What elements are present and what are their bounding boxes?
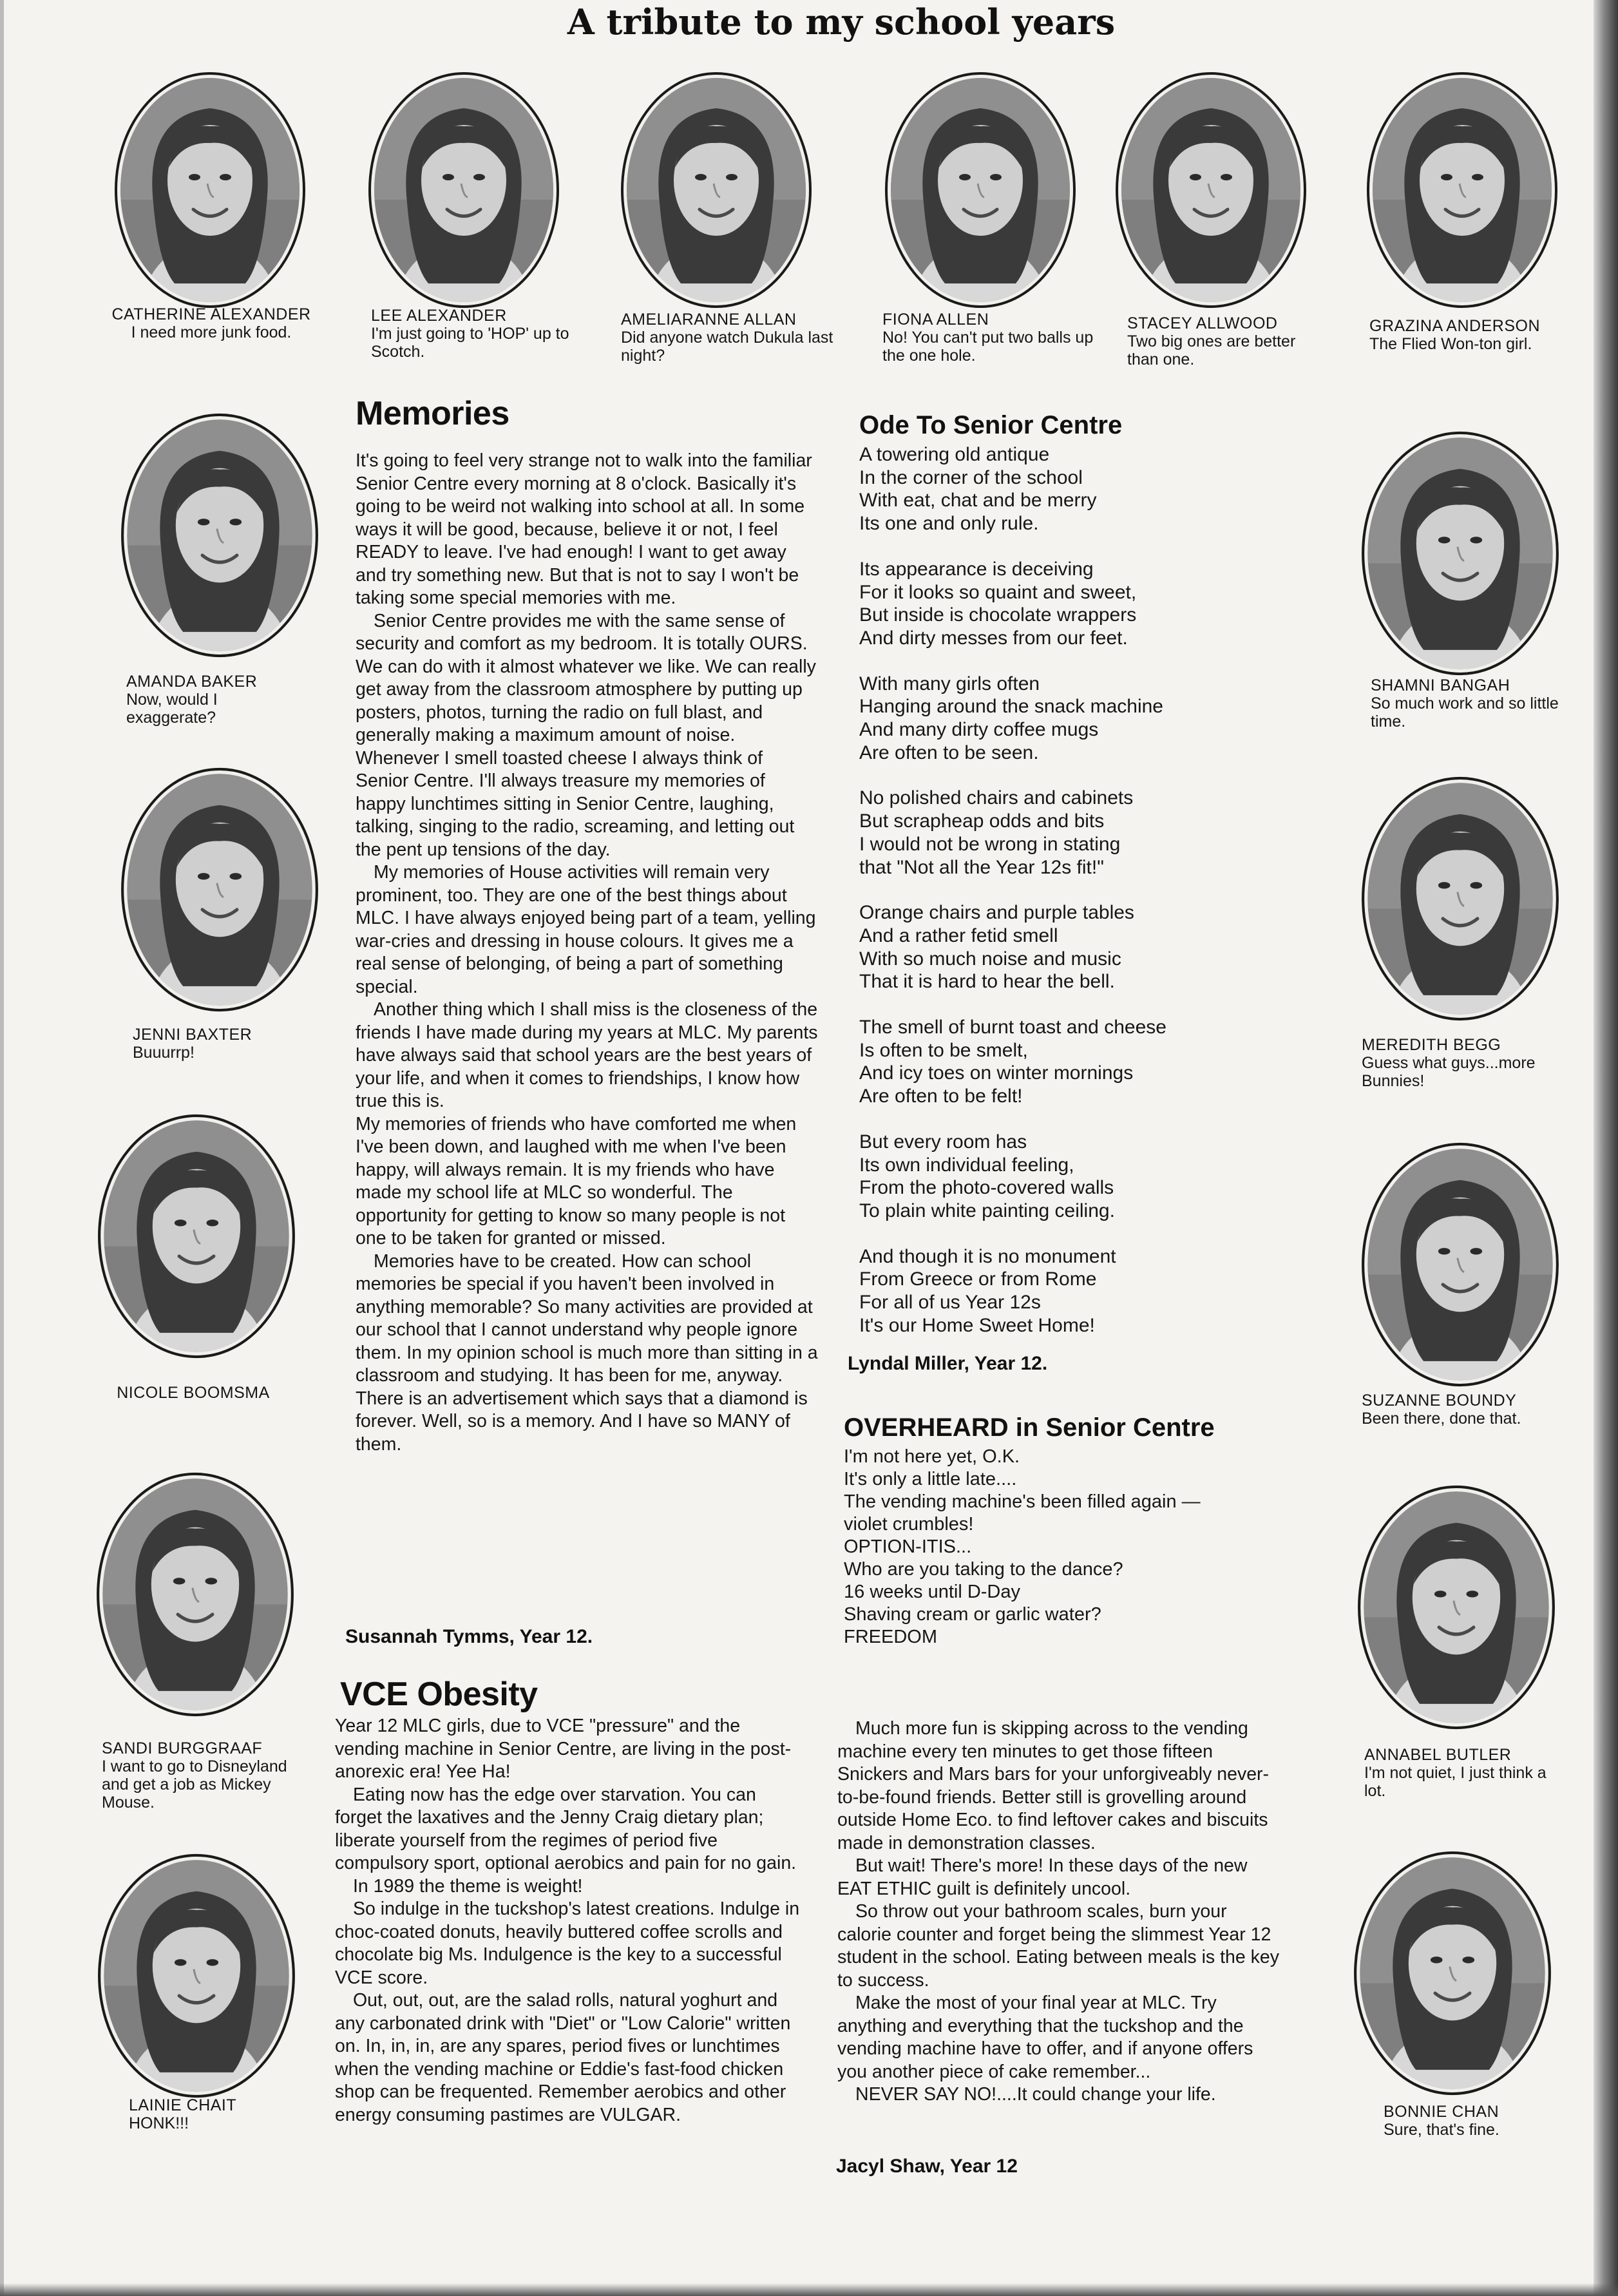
- poem-line: that "Not all the Year 12s fit!": [859, 856, 1104, 878]
- portrait-shamni-bangah: [1360, 428, 1560, 679]
- page-bottom-shadow: [0, 2283, 1618, 2296]
- overheard-line: FREEDOM: [844, 1627, 937, 1647]
- memories-paragraph: My memories of friends who have comforted me when I've been down, and laughed with me when I've been happy, will always remain. It is my friends who have made my school life at MLC so wonderful. The opportunity for getting to know so many people is not one to be taken for granted or missed.: [356, 1113, 797, 1248]
- student-name: LEE ALEXANDER: [371, 307, 507, 325]
- overheard-line: 16 weeks until D-Day: [844, 1582, 1020, 1602]
- poem-line: Orange chairs and purple tables: [859, 902, 1134, 924]
- ode-stanza: [859, 901, 1323, 993]
- poem-line: Hanging around the snack machine: [859, 696, 1163, 718]
- poem-line: And a rather fetid smell: [859, 924, 1058, 946]
- portrait-catherine-alexander: [113, 71, 307, 309]
- poem-line: And many dirty coffee mugs: [859, 719, 1099, 741]
- portrait-sandi-burggraaf: [95, 1469, 295, 1720]
- poem-line: And icy toes on winter mornings: [859, 1062, 1134, 1084]
- memories-paragraph: It's going to feel very strange not to walk into the familiar Senior Centre every morning at 8 o'clock. Basically it's going to be weird not walking into school at all. In some ways it will be good, because, believe it or not, I feel READY to leave. I've had enough! I want to get away and try something new. But that is not to say I won't be taking some special memories with me.: [356, 450, 812, 608]
- obesity-heading: VCE Obesity: [340, 1676, 538, 1713]
- poem-line: No polished chairs and cabinets: [859, 787, 1134, 809]
- poem-line: But scrapheap odds and bits: [859, 810, 1105, 832]
- obesity-paragraph: In 1989 the theme is weight!: [353, 1875, 583, 1897]
- student-name: MEREDITH BEGG: [1362, 1036, 1501, 1054]
- portrait-nicole-boomsma: [97, 1111, 296, 1362]
- poem-line: From the photo-covered walls: [859, 1177, 1114, 1199]
- poem-line: Are often to be felt!: [859, 1086, 1023, 1107]
- student-name: ANNABEL BUTLER: [1364, 1746, 1512, 1764]
- portrait-fiona-allen: [884, 71, 1077, 309]
- poem-line: But every room has: [859, 1131, 1027, 1153]
- poem-line: And dirty messes from our feet.: [859, 627, 1128, 649]
- obesity-column-1: [335, 1715, 805, 2127]
- overheard-line: Who are you taking to the dance?: [844, 1559, 1123, 1580]
- student-quote: I'm just going to 'HOP' up to Scotch.: [371, 325, 569, 361]
- poem-line: A towering old antique: [859, 444, 1050, 465]
- student-name: STACEY ALLWOOD: [1127, 314, 1278, 332]
- overheard-line: Shaving cream or garlic water?: [844, 1604, 1101, 1625]
- poem-line: Its one and only rule.: [859, 513, 1039, 535]
- student-quote: Did anyone watch Dukula last night?: [621, 329, 833, 365]
- obesity-column-2: [837, 1717, 1282, 2107]
- caption-annabel-butler: [1364, 1746, 1557, 1800]
- student-quote: No! You can't put two balls up the one hole.: [882, 329, 1094, 365]
- overheard-line: I'm not here yet, O.K.: [844, 1446, 1020, 1467]
- poem-line: For it looks so quaint and sweet,: [859, 581, 1137, 603]
- student-quote: The Flied Won-ton girl.: [1369, 335, 1532, 353]
- overheard-lines: [844, 1446, 1308, 1649]
- caption-sandi-burggraaf: [102, 1739, 289, 1812]
- student-quote: Been there, done that.: [1362, 1410, 1521, 1428]
- poem-line: From Greece or from Rome: [859, 1268, 1097, 1290]
- caption-lainie-chait: [129, 2096, 283, 2132]
- caption-grazina-anderson: [1369, 317, 1582, 353]
- poem-line: Is often to be smelt,: [859, 1039, 1028, 1061]
- portrait-grazina-anderson: [1366, 71, 1559, 309]
- portrait-bonnie-chan: [1353, 1848, 1552, 2099]
- poem-line: And though it is no monument: [859, 1245, 1116, 1267]
- obesity-paragraph: Year 12 MLC girls, due to VCE "pressure" and the vending machine in Senior Centre, are living in the post-anorexic era! Yee Ha!: [335, 1716, 792, 1782]
- ode-stanza: [859, 1131, 1323, 1223]
- poem-line: Its own individual feeling,: [859, 1154, 1074, 1176]
- student-quote: Now, would I exaggerate?: [126, 691, 218, 727]
- ode-stanza: [859, 673, 1323, 765]
- poem-line: For all of us Year 12s: [859, 1292, 1041, 1314]
- student-quote: I need more junk food.: [131, 323, 292, 341]
- student-name: SHAMNI BANGAH: [1371, 676, 1510, 694]
- caption-shamni-bangah: [1371, 676, 1570, 731]
- binding-gutter: [1594, 0, 1618, 2296]
- poem-line: The smell of burnt toast and cheese: [859, 1017, 1166, 1038]
- caption-meredith-begg: [1362, 1036, 1574, 1090]
- caption-stacey-allwood: [1127, 314, 1314, 368]
- memories-byline: Susannah Tymms, Year 12.: [345, 1626, 593, 1647]
- obesity-paragraph: But wait! There's more! In these days of the new EAT ETHIC guilt is definitely uncool.: [837, 1855, 1248, 1899]
- ode-stanza: [859, 1016, 1323, 1108]
- ode-stanza: [859, 443, 1323, 535]
- student-name: CATHERINE ALEXANDER: [111, 305, 311, 323]
- obesity-paragraph: So indulge in the tuckshop's latest creations. Indulge in choc-coated donuts, heavily buttered coffee scrolls and chocolate big Ms. Indulgence is the key to a successful VCE score.: [335, 1899, 800, 1988]
- caption-suzanne-boundy: [1362, 1392, 1574, 1428]
- caption-fiona-allen: [882, 311, 1095, 365]
- ode-stanza: [859, 558, 1323, 650]
- caption-bonnie-chan: [1384, 2103, 1551, 2139]
- caption-jenni-baxter: [133, 1026, 300, 1062]
- poem-line: It's our Home Sweet Home!: [859, 1314, 1095, 1336]
- portrait-meredith-begg: [1360, 773, 1560, 1024]
- caption-catherine-alexander: [95, 305, 327, 341]
- poem-line: Are often to be seen.: [859, 741, 1039, 763]
- student-name: BONNIE CHAN: [1384, 2103, 1499, 2121]
- caption-lee-alexander: [371, 307, 577, 361]
- student-quote: I'm not quiet, I just think a lot.: [1364, 1764, 1547, 1800]
- poem-line: With so much noise and music: [859, 948, 1121, 970]
- obesity-paragraph: Eating now has the edge over starvation. You can forget the laxatives and the Jenny Craig dietary plan; liberate yourself from the regimes of period five compulsory sport, optional aerobics and pain for no gain.: [335, 1784, 797, 1873]
- page-edge: [0, 0, 4, 2296]
- poem-line: I would not be wrong in stating: [859, 833, 1121, 855]
- poem-line: With eat, chat and be merry: [859, 490, 1097, 512]
- poem-line: But inside is chocolate wrappers: [859, 604, 1137, 626]
- obesity-paragraph: Out, out, out, are the salad rolls, natural yoghurt and any carbonated drink with "Diet" or "Low Calorie" written on. In, in, in, are any spares, period fives or lunchtimes when the vending machine or Eddie's fast-food chicken shop can be frequented. Remember aerobics and other energy consuming pastimes are VULGAR.: [335, 1990, 791, 2125]
- student-name: FIONA ALLEN: [882, 311, 989, 329]
- obesity-paragraph: Make the most of your final year at MLC. Try anything and everything that the tuckshop and the vending machine have to offer, and if anyone offers you another piece of cake remember...: [837, 1993, 1253, 2082]
- caption-nicole-boomsma: [97, 1384, 290, 1402]
- poem-line: That it is hard to hear the bell.: [859, 971, 1115, 993]
- memories-paragraph: Senior Centre provides me with the same sense of security and comfort as my bedroom. It is totally OURS. We can do with it almost whatever we like. We can really get away from the classroom atmosphere by putting up posters, photos, turning the radio on full blast, and generally making a maximum amount of noise. Whenever I smell toasted cheese I always think of Senior Centre. I'll always treasure my memories of happy lunchtimes sitting in Senior Centre, laughing, talking, singing to the radio, screaming, and letting out the pent up tensions of the day.: [356, 610, 816, 860]
- poem-line: With many girls often: [859, 673, 1040, 694]
- portrait-annabel-butler: [1356, 1482, 1556, 1733]
- obesity-paragraph: Much more fun is skipping across to the vending machine every ten minutes to get those fifteen Snickers and Mars bars for your unforgiveably never-to-be-found friends. Better still is grovelling around outside Home Eco. to find leftover cakes and biscuits made in demonstration classes.: [837, 1718, 1270, 1853]
- ode-poem: [859, 443, 1323, 1360]
- portrait-ameliaranne-allan: [620, 71, 813, 309]
- student-quote: Guess what guys...more Bunnies!: [1362, 1054, 1536, 1090]
- ode-heading: Ode To Senior Centre: [859, 411, 1123, 439]
- memories-body: [356, 450, 819, 1456]
- poem-line: Its appearance is deceiving: [859, 558, 1094, 580]
- portrait-lainie-chait: [97, 1850, 296, 2101]
- ode-stanza: [859, 787, 1323, 879]
- portrait-suzanne-boundy: [1360, 1139, 1560, 1390]
- obesity-paragraph: NEVER SAY NO!....It could change your life.: [855, 2084, 1216, 2105]
- portrait-stacey-allwood: [1114, 71, 1308, 309]
- overheard-line: The vending machine's been filled again —: [844, 1491, 1201, 1512]
- overheard-line: It's only a little late....: [844, 1469, 1017, 1489]
- overheard-line: violet crumbles!: [844, 1514, 974, 1535]
- student-name: AMANDA BAKER: [126, 673, 258, 691]
- student-name: SANDI BURGGRAAF: [102, 1739, 263, 1757]
- student-name: SUZANNE BOUNDY: [1362, 1392, 1517, 1410]
- student-name: NICOLE BOOMSMA: [117, 1384, 270, 1402]
- caption-amanda-baker: [126, 673, 294, 727]
- student-quote: I want to go to Disneyland and get a job as Mickey Mouse.: [102, 1757, 287, 1812]
- portrait-jenni-baxter: [120, 764, 319, 1015]
- student-name: GRAZINA ANDERSON: [1369, 317, 1540, 335]
- portrait-amanda-baker: [120, 410, 319, 661]
- caption-ameliaranne-allan: [621, 311, 833, 365]
- overheard-heading: OVERHEARD in Senior Centre: [844, 1413, 1215, 1442]
- memories-paragraph: Another thing which I shall miss is the closeness of the friends I have made during my years at MLC. My parents have always said that school years are the best years of your life, and when it comes to friendships, I know how true this is.: [356, 999, 818, 1111]
- portrait-lee-alexander: [367, 71, 560, 309]
- memories-heading: Memories: [356, 395, 509, 432]
- obesity-byline: Jacyl Shaw, Year 12: [836, 2156, 1018, 2177]
- student-quote: HONK!!!: [129, 2114, 189, 2132]
- student-quote: So much work and so little time.: [1371, 694, 1559, 731]
- student-name: LAINIE CHAIT: [129, 2096, 237, 2114]
- ode-byline: Lyndal Miller, Year 12.: [848, 1353, 1048, 1374]
- overheard-line: OPTION-ITIS...: [844, 1536, 972, 1557]
- obesity-paragraph: So throw out your bathroom scales, burn your calorie counter and forget being the slimmest Year 12 student in the school. Eating between meals is the key to success.: [837, 1901, 1279, 1991]
- student-quote: Buuurrp!: [133, 1044, 195, 1062]
- student-quote: Sure, that's fine.: [1384, 2121, 1499, 2139]
- student-name: JENNI BAXTER: [133, 1026, 252, 1044]
- memories-paragraph: My memories of House activities will remain very prominent, too. They are one of the best things about MLC. I have always enjoyed being part of a team, yelling war-cries and dressing in house colours. It gives me a real sense of belonging, of being a part of something special.: [356, 862, 816, 997]
- student-name: AMELIARANNE ALLAN: [621, 311, 797, 329]
- page-title: A tribute to my school years: [567, 1, 1116, 43]
- memories-paragraph: Memories have to be created. How can school memories be special if you haven't been involved in anything memorable? So many activities are provided at our school that I cannot understand why people ignore them. In my opinion school is much more than sitting in a classroom and studying. It has been for me, anyway. There is an advertisement which says that a diamond is forever. Well, so is a memory. And I have so MANY of them.: [356, 1250, 818, 1455]
- student-quote: Two big ones are better than one.: [1127, 332, 1296, 368]
- poem-line: To plain white painting ceiling.: [859, 1200, 1115, 1221]
- poem-line: In the corner of the school: [859, 466, 1083, 488]
- ode-stanza: [859, 1245, 1323, 1337]
